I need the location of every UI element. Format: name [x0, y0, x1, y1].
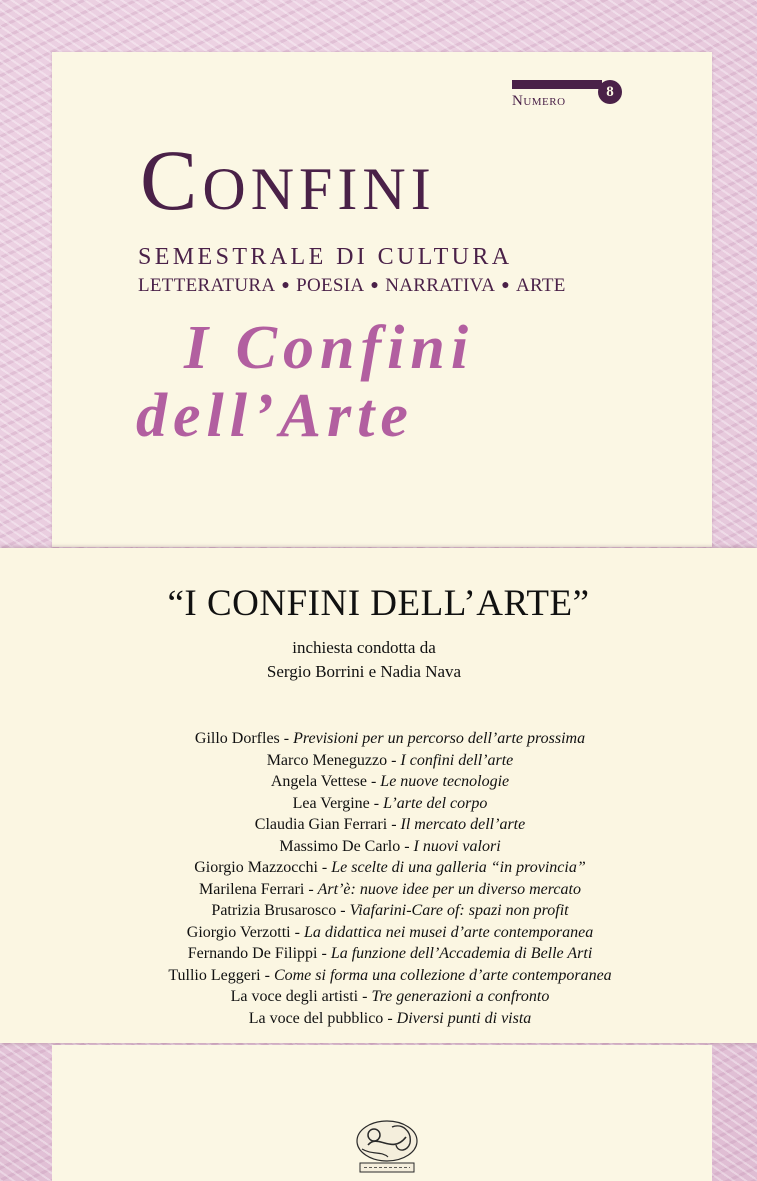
issue-bar — [512, 80, 602, 89]
contents-separator: - — [362, 988, 368, 1005]
belly-band — [0, 548, 757, 1043]
issue-theme — [136, 314, 704, 450]
contents-item — [60, 771, 720, 793]
contents-work: Il mercato dell’arte — [400, 816, 526, 833]
contents-author: La voce del pubblico — [248, 1009, 384, 1027]
contents-work: L’arte del corpo — [383, 794, 488, 812]
contents-separator: - — [294, 923, 300, 941]
contents-item — [60, 857, 720, 879]
category-label: LETTERATURA — [138, 275, 276, 296]
contents-work: Le scelte di una galleria “in provincia” — [331, 859, 586, 876]
contents-item — [60, 1008, 720, 1030]
category-label: POESIA — [296, 275, 365, 296]
contents-work: Art’è: nuove idee per un diverso mercato — [317, 880, 581, 898]
contents-item — [60, 879, 720, 901]
contents-author: Gillo Dorfles — [194, 730, 280, 747]
contents-separator: - — [391, 816, 397, 833]
contents-separator: - — [387, 1009, 393, 1027]
contents-author: La voce degli artisti — [230, 988, 359, 1005]
contents-list — [60, 728, 720, 1029]
contents-separator: - — [370, 773, 377, 790]
contents-item — [60, 814, 720, 836]
contents-author: Giorgio Mazzocchi — [194, 859, 318, 876]
contents-author: Tullio Leggeri — [168, 966, 261, 984]
contents-author: Giorgio Verzotti — [186, 923, 291, 941]
contents-author: Fernando De Filippi — [187, 945, 318, 962]
contents-work: Le nuove tecnologie — [380, 773, 510, 790]
siren-logo-icon — [352, 1115, 422, 1177]
issue-label: Numero — [512, 93, 566, 109]
contents-separator: - — [340, 902, 346, 919]
bullet-icon: ● — [370, 278, 380, 293]
band-title: “I CONFINI DELL’ARTE” — [167, 583, 590, 624]
contents-work: La didattica nei musei d’arte contemporanea — [303, 923, 594, 941]
contents-separator: - — [283, 730, 290, 747]
cover-footer-panel — [52, 1045, 712, 1181]
contents-work: Viafarini-Care of: spazi non profit — [349, 902, 569, 919]
contents-item — [60, 943, 720, 965]
category-label: ARTE — [515, 275, 566, 296]
contents-item — [60, 965, 720, 987]
contents-author: Angela Vettese — [270, 773, 367, 790]
contents-item — [60, 900, 720, 922]
contents-work: I nuovi valori — [413, 837, 501, 855]
contents-item — [60, 836, 720, 858]
issue-marker — [512, 80, 662, 114]
contents-author: Marco Meneguzzo — [266, 751, 388, 769]
contents-separator: - — [321, 945, 327, 962]
contents-author: Massimo De Carlo — [279, 837, 401, 855]
contents-work: Tre generazioni a confronto — [371, 988, 550, 1005]
contents-item — [60, 750, 720, 772]
contents-author: Marilena Ferrari — [199, 880, 305, 898]
band-intro — [0, 636, 728, 684]
contents-item — [60, 728, 720, 750]
contents-author: Patrizia Brusarosco — [211, 902, 337, 919]
contents-separator: - — [264, 966, 270, 984]
contents-work: I confini dell’arte — [400, 751, 514, 769]
magazine-subtitle: SEMESTRALE DI CULTURA — [138, 244, 513, 270]
theme-line-1: I Confini — [184, 314, 475, 382]
magazine-categories — [138, 275, 678, 297]
theme-line-2: dell’Arte — [136, 382, 414, 450]
contents-work: La funzione dell’Accademia di Belle Arti — [330, 945, 593, 962]
bullet-icon: ● — [501, 278, 510, 293]
contents-author: Lea Vergine — [292, 794, 370, 812]
contents-separator: - — [391, 751, 397, 769]
bullet-icon: ● — [281, 278, 291, 293]
cover-header-panel — [52, 52, 712, 547]
contents-separator: - — [321, 859, 328, 876]
contents-separator: - — [308, 880, 314, 898]
intro-authors: Sergio Borrini e Nadia Nava — [266, 662, 462, 681]
issue-number-badge: 8 — [598, 80, 622, 104]
contents-item — [60, 986, 720, 1008]
contents-item — [60, 793, 720, 815]
magazine-title: Confini — [140, 132, 436, 228]
contents-separator: - — [373, 794, 380, 812]
category-label: NARRATIVA — [385, 275, 496, 296]
contents-work: Come si forma una collezione d’arte contemporanea — [273, 966, 612, 984]
contents-author: Claudia Gian Ferrari — [254, 816, 388, 833]
intro-line: inchiesta condotta da — [292, 638, 436, 657]
contents-separator: - — [404, 837, 410, 855]
contents-work: Previsioni per un percorso dell’arte prossima — [293, 730, 586, 747]
contents-work: Diversi punti di vista — [396, 1009, 532, 1027]
contents-item — [60, 922, 720, 944]
